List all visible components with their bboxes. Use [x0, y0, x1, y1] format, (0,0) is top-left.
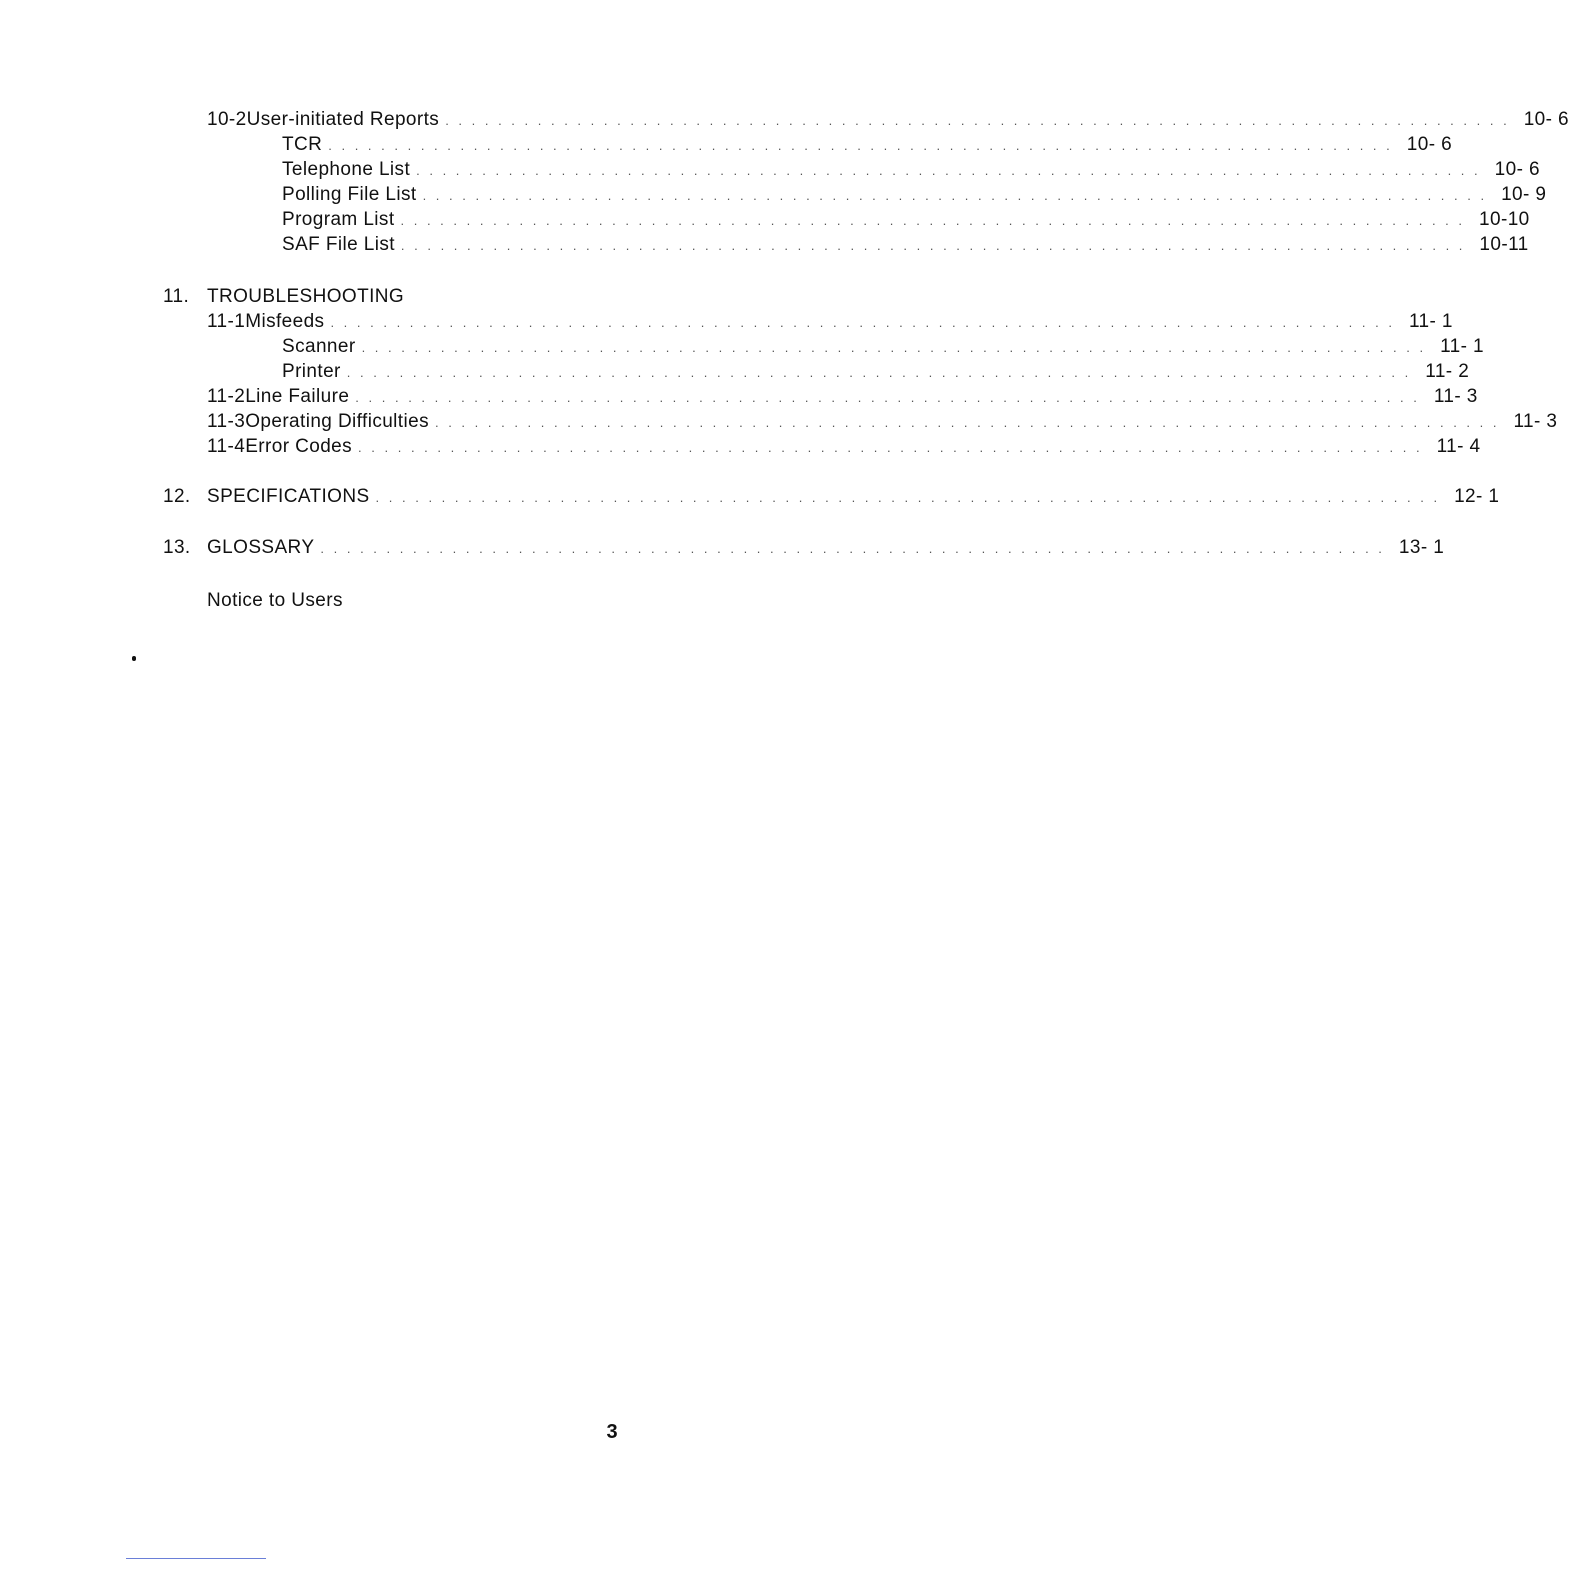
chapter-number: 11. — [163, 286, 190, 307]
dot-leader: . . . . . . . . . . . . . . . . . . . . . . . . . . . . . . . . . . . . . . . . . . . . . . . . . . . . . . . . . . . . . . . . . . . . . . . . . . . . . . . . . — [328, 138, 1393, 153]
page-reference: 10- 6 — [1494, 159, 1540, 180]
entry-title: SPECIFICATIONS — [207, 486, 370, 507]
entry-title: SAF File List — [282, 234, 395, 255]
chapter-number: 13. — [163, 537, 191, 558]
dot-leader: . . . . . . . . . . . . . . . . . . . . . . . . . . . . . . . . . . . . . . . . . . . . . . . . . . . . . . . . . . . . . . . . . . . . . . . . . . . . . . . . . — [358, 440, 1423, 455]
page-reference: 11- 3 — [1433, 386, 1478, 407]
toc-entry-printer[interactable] — [282, 360, 1470, 384]
section-number: 11-1 — [207, 311, 246, 332]
entry-title: Error Codes — [245, 436, 353, 457]
page-reference: 11- 1 — [1440, 336, 1484, 357]
page-reference: 10- 9 — [1501, 184, 1547, 205]
dot-leader: . . . . . . . . . . . . . . . . . . . . . . . . . . . . . . . . . . . . . . . . . . . . . . . . . . . . . . . . . . . . . . . . . . . . . . . . . . . . . . . . . — [400, 238, 1466, 253]
entry-title: GLOSSARY — [207, 537, 315, 558]
page-reference: 10-10 — [1479, 209, 1530, 230]
toc-entry-program-list[interactable] — [282, 208, 1530, 232]
dot-leader: . . . . . . . . . . . . . . . . . . . . . . . . . . . . . . . . . . . . . . . . . . . . . . . . . . . . . . . . . . . . . . . . . . . . . . . . . . . . . . . . . — [355, 390, 1420, 405]
page-reference: 11- 3 — [1513, 411, 1558, 432]
chapter-number: 12. — [163, 486, 191, 507]
dot-leader: . . . . . . . . . . . . . . . . . . . . . . . . . . . . . . . . . . . . . . . . . . . . . . . . . . . . . . . . . . . . . . . . . . . . . . . . . . . . . . . . . — [445, 113, 1510, 128]
page-reference: 12- 1 — [1454, 486, 1500, 507]
chapter-title-troubleshooting[interactable]: TROUBLESHOOTING — [207, 286, 405, 307]
page-reference: 10-11 — [1479, 234, 1529, 255]
dot-leader: . . . . . . . . . . . . . . . . . . . . . . . . . . . . . . . . . . . . . . . . . . . . . . . . . . . . . . . . . . . . . . . . . . . . . . . . . . . . . . . . . — [330, 315, 1395, 330]
toc-entry-line-failure[interactable] — [207, 385, 1478, 409]
entry-title: Operating Difficulties — [245, 411, 429, 432]
entry-title: Line Failure — [245, 386, 350, 407]
toc-entry-polling-file-list[interactable] — [282, 183, 1547, 207]
page-reference: 11- 1 — [1408, 311, 1453, 332]
entry-title: Misfeeds — [245, 311, 325, 332]
page-reference: 11- 2 — [1425, 361, 1470, 382]
dot-leader: . . . . . . . . . . . . . . . . . . . . . . . . . . . . . . . . . . . . . . . . . . . . . . . . . . . . . . . . . . . . . . . . . . . . . . . . . . . . . . . . . — [400, 213, 1466, 228]
toc-entry-error-codes[interactable] — [207, 435, 1481, 459]
entry-title: Scanner — [282, 336, 356, 357]
dot-leader: . . . . . . . . . . . . . . . . . . . . . . . . . . . . . . . . . . . . . . . . . . . . . . . . . . . . . . . . . . . . . . . . . . . . . . . . . . . . . . . . . — [416, 163, 1481, 178]
dot-leader: . . . . . . . . . . . . . . . . . . . . . . . . . . . . . . . . . . . . . . . . . . . . . . . . . . . . . . . . . . . . . . . . . . . . . . . . . . . . . . . . . — [320, 541, 1385, 556]
entry-title: Program List — [282, 209, 395, 230]
footer-rule — [126, 1558, 266, 1559]
section-number: 11-3 — [207, 411, 246, 432]
entry-title: Polling File List — [282, 184, 417, 205]
page-reference: 11- 4 — [1436, 436, 1481, 457]
dot-leader: . . . . . . . . . . . . . . . . . . . . . . . . . . . . . . . . . . . . . . . . . . . . . . . . . . . . . . . . . . . . . . . . . . . . . . . . . . . . . . . . . — [361, 340, 1427, 355]
page-number: 3 — [606, 1421, 618, 1443]
dot-leader: . . . . . . . . . . . . . . . . . . . . . . . . . . . . . . . . . . . . . . . . . . . . . . . . . . . . . . . . . . . . . . . . . . . . . . . . . . . . . . . . . — [346, 365, 1412, 380]
dot-leader: . . . . . . . . . . . . . . . . . . . . . . . . . . . . . . . . . . . . . . . . . . . . . . . . . . . . . . . . . . . . . . . . . . . . . . . . . . . . . . . . . — [434, 415, 1500, 430]
section-number: 11-4 — [207, 436, 246, 457]
entry-title: User-initiated Reports — [246, 109, 440, 130]
entry-title: Printer — [282, 361, 341, 382]
toc-entry-saf-file-list[interactable] — [282, 233, 1529, 257]
page-reference: 10- 6 — [1406, 134, 1453, 155]
toc-entry-misfeeds[interactable] — [207, 310, 1453, 334]
entry-title: TCR — [282, 134, 323, 155]
section-number: 10-2 — [207, 109, 247, 130]
dot-leader: . . . . . . . . . . . . . . . . . . . . . . . . . . . . . . . . . . . . . . . . . . . . . . . . . . . . . . . . . . . . . . . . . . . . . . . . . . . . . . . . . — [375, 490, 1441, 505]
stray-mark — [132, 656, 136, 661]
toc-entry-glossary[interactable] — [207, 536, 1445, 560]
toc-entry-operating-difficulties[interactable] — [207, 410, 1558, 434]
page-reference: 13- 1 — [1398, 537, 1445, 558]
dot-leader: . . . . . . . . . . . . . . . . . . . . . . . . . . . . . . . . . . . . . . . . . . . . . . . . . . . . . . . . . . . . . . . . . . . . . . . . . . . . . . . . . — [422, 188, 1488, 203]
page-reference: 10- 6 — [1523, 109, 1570, 130]
entry-title: Telephone List — [282, 159, 411, 180]
toc-entry-specifications[interactable] — [207, 485, 1500, 509]
toc-entry-user-initiated-reports[interactable] — [207, 108, 1570, 132]
toc-entry-telephone-list[interactable] — [282, 158, 1540, 182]
toc-entry-tcr[interactable] — [282, 133, 1453, 157]
toc-entry-scanner[interactable] — [282, 335, 1484, 359]
notice-to-users[interactable]: Notice to Users — [207, 590, 343, 611]
section-number: 11-2 — [207, 386, 246, 407]
